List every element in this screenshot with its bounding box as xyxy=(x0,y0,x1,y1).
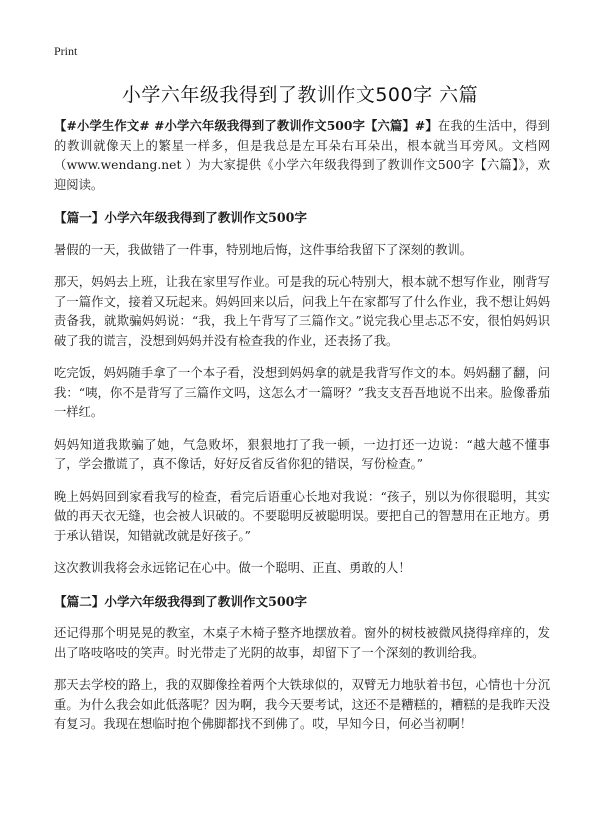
print-link[interactable]: Print xyxy=(54,44,78,58)
paragraph: 妈妈知道我欺骗了她，气急败坏，狠狠地打了我一顿，一边打还一边说：“越大越不懂事了，学会撒谎了，真不像话，好好反省反省你犯的错误，写份检查。” xyxy=(54,437,550,471)
paragraph: 那天，妈妈去上班，让我在家里写作业。可是我的玩心特别大，根本就不想写作业，刚背写了一篇作文，接着又玩起来。妈妈回来以后，问我上午在家都写了什么作业，我不想让妈妈责备我，就欺骗妈妈说：“我，我上午背写了三篇作文。”说完我心里忐忑不安，很怕妈妈识破了我的谎言，没想到妈妈并没有检查我的作业，还表扬了我。 xyxy=(54,275,550,348)
intro-tag: 【#小学生作文# #小学六年级我得到了教训作文500字【六篇】#】 xyxy=(54,118,438,133)
intro-text: 在我的生活中，得到的教训就像天上的繁星一样多，但是我总是左耳朵右耳朵出，根本就当耳旁风。文档网（www.wendang.net ）为大家提供《小学六年级我得到了教训作文500字【六篇】》，欢迎阅读。 xyxy=(54,119,550,192)
section-heading-2: 【篇二】小学六年级我得到了教训作文500字 xyxy=(54,593,307,609)
page-title: 小学六年级我得到了教训作文500字 六篇 xyxy=(121,84,479,106)
intro-paragraph xyxy=(54,116,550,195)
paragraph: 吃完饭，妈妈随手拿了一个本子看，没想到妈妈拿的就是我背写作文的本。妈妈翻了翻，问我：“咦，你不是背写了三篇作文吗，这怎么才一篇呀？”我支支吾吾地说不出来。脸像番茄一样红。 xyxy=(54,366,550,419)
paragraph: 那天去学校的路上，我的双脚像拴着两个大铁球似的，双臂无力地驮着书包，心情也十分沉重。为什么我会如此低落呢？因为啊，我今天要考试，这还不是糟糕的，糟糕的是我昨天没有复习。我现在想临时抱个佛脚都找不到佛了。哎，早知今日，何必当初啊！ xyxy=(54,678,550,731)
paragraph: 还记得那个明晃晃的教室，木桌子木椅子整齐地摆放着。窗外的树枝被微风挠得痒痒的，发出了咯吱咯吱的笑声。时光带走了光阴的故事，却留下了一个深刻的教训给我。 xyxy=(54,626,550,660)
paragraph: 暑假的一天，我做错了一件事，特别地后悔，这件事给我留下了深刻的教训。 xyxy=(54,242,473,257)
article-body xyxy=(54,116,550,748)
section-heading-1: 【篇一】小学六年级我得到了教训作文500字 xyxy=(54,210,307,225)
paragraph: 这次教训我将会永远铭记在心中。做一个聪明、正直、勇敢的人！ xyxy=(54,561,411,575)
paragraph: 晚上妈妈回到家看我写的检查，看完后语重心长地对我说：“孩子，别以为你很聪明，其实做的再天衣无缝，也会被人识破的。不要聪明反被聪明误。要把自己的智慧用在正地方。勇于承认错误，知错就改就是好孩子。” xyxy=(54,489,550,543)
